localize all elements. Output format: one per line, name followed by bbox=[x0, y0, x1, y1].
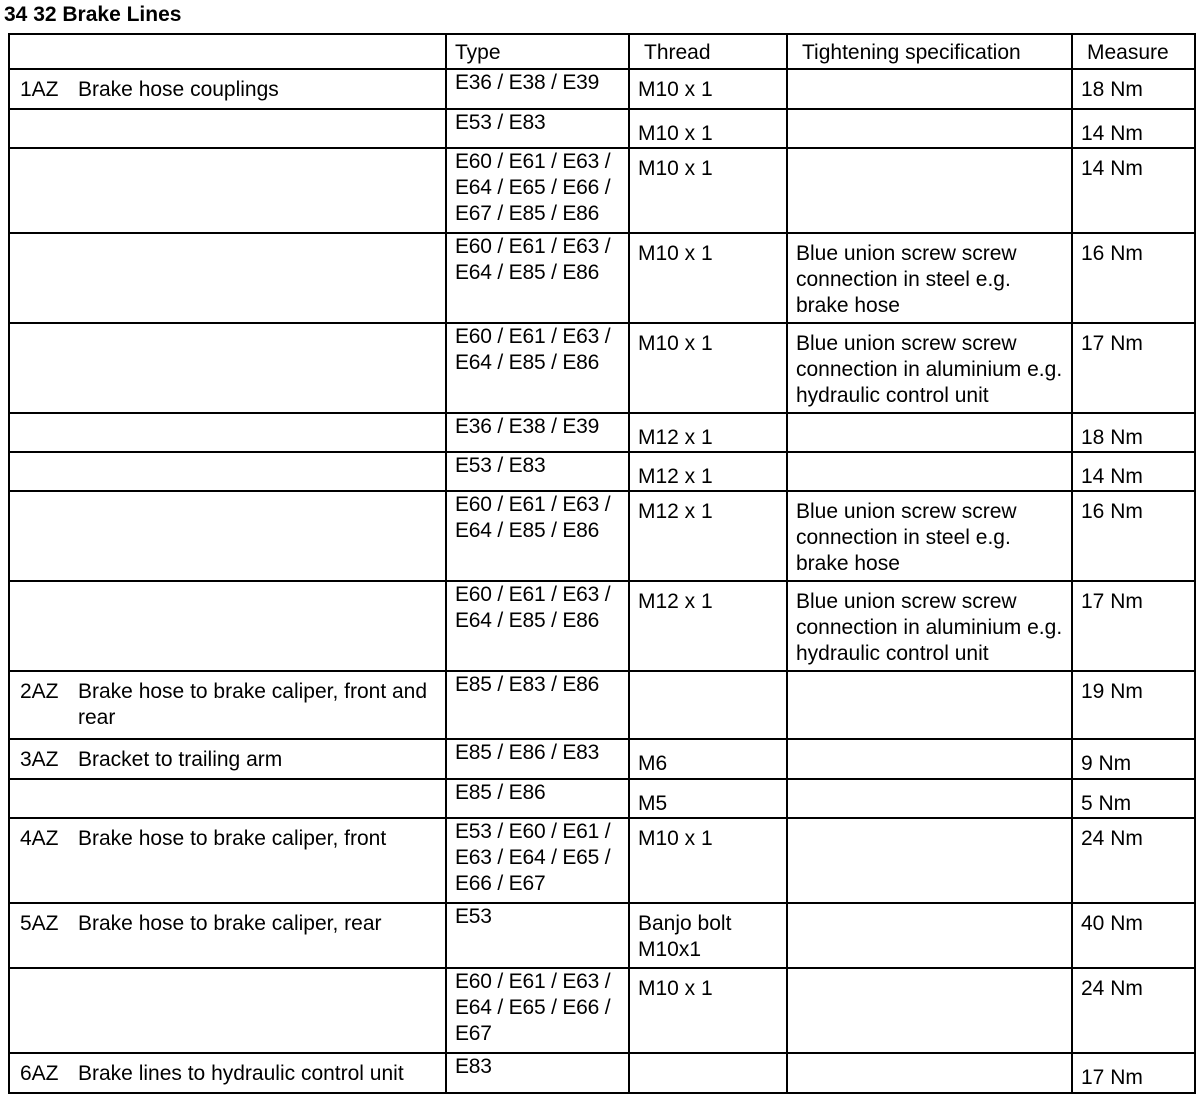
type-cell: E53 bbox=[446, 903, 629, 968]
component-cell bbox=[9, 233, 446, 323]
spec-cell bbox=[787, 1053, 1072, 1093]
header-thread: Thread bbox=[629, 34, 787, 69]
type-cell: E85 / E86 / E83 bbox=[446, 739, 629, 779]
spec-cell: Blue union screw screw connection in aluminium e.g. hydraulic control unit bbox=[787, 581, 1072, 671]
type-cell: E60 / E61 / E63 / E64 / E85 / E86 bbox=[446, 581, 629, 671]
spec-cell bbox=[787, 452, 1072, 491]
table-row bbox=[9, 1053, 1195, 1093]
component-cell bbox=[9, 903, 446, 968]
measure-cell: 40 Nm bbox=[1072, 903, 1195, 968]
table-row bbox=[9, 779, 1195, 818]
header-measure: Measure bbox=[1072, 34, 1195, 69]
brake-lines-table bbox=[8, 33, 1196, 1094]
thread-cell: M12 x 1 bbox=[629, 491, 787, 581]
thread-cell bbox=[629, 1053, 787, 1093]
type-cell: E53 / E83 bbox=[446, 452, 629, 491]
thread-cell: M10 x 1 bbox=[629, 109, 787, 148]
component-cell bbox=[9, 779, 446, 818]
component-cell bbox=[9, 323, 446, 413]
table-row bbox=[9, 581, 1195, 671]
component-description: Brake hose couplings bbox=[78, 78, 279, 101]
table-row bbox=[9, 69, 1195, 109]
spec-cell bbox=[787, 903, 1072, 968]
component-cell bbox=[9, 491, 446, 581]
table-row bbox=[9, 413, 1195, 452]
measure-cell: 14 Nm bbox=[1072, 148, 1195, 233]
thread-cell: M12 x 1 bbox=[629, 581, 787, 671]
type-cell: E60 / E61 / E63 / E64 / E65 / E66 / E67 / E85 / E86 bbox=[446, 148, 629, 233]
table-row bbox=[9, 818, 1195, 903]
type-cell: E53 / E83 bbox=[446, 109, 629, 148]
table-row bbox=[9, 109, 1195, 148]
type-cell: E53 / E60 / E61 / E63 / E64 / E65 / E66 / E67 bbox=[446, 818, 629, 903]
component-cell bbox=[9, 818, 446, 903]
component-code: 6AZ bbox=[20, 1062, 59, 1085]
component-description: Brake hose to brake caliper, front and rear bbox=[78, 680, 428, 729]
thread-cell: M10 x 1 bbox=[629, 818, 787, 903]
measure-cell: 19 Nm bbox=[1072, 671, 1195, 739]
spec-cell bbox=[787, 69, 1072, 109]
thread-cell bbox=[629, 671, 787, 739]
component-cell bbox=[9, 452, 446, 491]
component-code: 3AZ bbox=[20, 748, 59, 771]
component-description: Bracket to trailing arm bbox=[78, 748, 283, 771]
table-row bbox=[9, 968, 1195, 1053]
table-row bbox=[9, 491, 1195, 581]
component-cell bbox=[9, 968, 446, 1053]
spec-cell: Blue union screw screw connection in steel e.g. brake hose bbox=[787, 233, 1072, 323]
component-description: Brake lines to hydraulic control unit bbox=[78, 1062, 404, 1085]
thread-cell: M6 bbox=[629, 739, 787, 779]
spec-cell bbox=[787, 739, 1072, 779]
spec-cell bbox=[787, 818, 1072, 903]
component-code: 4AZ bbox=[20, 827, 59, 850]
component-cell bbox=[9, 739, 446, 779]
type-cell: E60 / E61 / E63 / E64 / E85 / E86 bbox=[446, 491, 629, 581]
thread-cell: Banjo bolt M10x1 bbox=[629, 903, 787, 968]
thread-cell: M10 x 1 bbox=[629, 968, 787, 1053]
spec-cell: Blue union screw screw connection in steel e.g. brake hose bbox=[787, 491, 1072, 581]
measure-cell: 17 Nm bbox=[1072, 581, 1195, 671]
page-title: 34 32 Brake Lines bbox=[4, 3, 182, 26]
thread-cell: M10 x 1 bbox=[629, 148, 787, 233]
measure-cell: 24 Nm bbox=[1072, 818, 1195, 903]
measure-cell: 18 Nm bbox=[1072, 413, 1195, 452]
component-cell bbox=[9, 413, 446, 452]
table-header-row bbox=[9, 34, 1195, 69]
component-cell bbox=[9, 1053, 446, 1093]
header-component bbox=[9, 34, 446, 69]
measure-cell: 24 Nm bbox=[1072, 968, 1195, 1053]
type-cell: E36 / E38 / E39 bbox=[446, 413, 629, 452]
table-row bbox=[9, 323, 1195, 413]
measure-cell: 14 Nm bbox=[1072, 109, 1195, 148]
spec-cell bbox=[787, 968, 1072, 1053]
component-description: Brake hose to brake caliper, front bbox=[78, 827, 387, 850]
type-cell: E60 / E61 / E63 / E64 / E85 / E86 bbox=[446, 323, 629, 413]
component-description: Brake hose to brake caliper, rear bbox=[78, 912, 382, 935]
component-cell bbox=[9, 671, 446, 739]
table-row bbox=[9, 452, 1195, 491]
thread-cell: M5 bbox=[629, 779, 787, 818]
type-cell: E83 bbox=[446, 1053, 629, 1093]
measure-cell: 14 Nm bbox=[1072, 452, 1195, 491]
spec-cell bbox=[787, 779, 1072, 818]
component-cell bbox=[9, 109, 446, 148]
component-cell bbox=[9, 148, 446, 233]
component-code: 5AZ bbox=[20, 912, 59, 935]
measure-cell: 17 Nm bbox=[1072, 323, 1195, 413]
thread-cell: M10 x 1 bbox=[629, 233, 787, 323]
table-row bbox=[9, 148, 1195, 233]
type-cell: E60 / E61 / E63 / E64 / E85 / E86 bbox=[446, 233, 629, 323]
thread-cell: M10 x 1 bbox=[629, 323, 787, 413]
type-cell: E36 / E38 / E39 bbox=[446, 69, 629, 109]
thread-cell: M12 x 1 bbox=[629, 452, 787, 491]
type-cell: E60 / E61 / E63 / E64 / E65 / E66 / E67 bbox=[446, 968, 629, 1053]
component-code: 2AZ bbox=[20, 680, 59, 703]
component-code: 1AZ bbox=[20, 78, 59, 101]
measure-cell: 16 Nm bbox=[1072, 491, 1195, 581]
table-row bbox=[9, 903, 1195, 968]
thread-cell: M10 x 1 bbox=[629, 69, 787, 109]
spec-cell bbox=[787, 671, 1072, 739]
measure-cell: 18 Nm bbox=[1072, 69, 1195, 109]
measure-cell: 17 Nm bbox=[1072, 1053, 1195, 1093]
measure-cell: 9 Nm bbox=[1072, 739, 1195, 779]
header-type: Type bbox=[446, 34, 629, 69]
type-cell: E85 / E86 bbox=[446, 779, 629, 818]
header-spec: Tightening specification bbox=[787, 34, 1072, 69]
spec-cell bbox=[787, 413, 1072, 452]
table-row bbox=[9, 233, 1195, 323]
table-row bbox=[9, 739, 1195, 779]
spec-cell bbox=[787, 109, 1072, 148]
spec-cell bbox=[787, 148, 1072, 233]
spec-cell: Blue union screw screw connection in aluminium e.g. hydraulic control unit bbox=[787, 323, 1072, 413]
thread-cell: M12 x 1 bbox=[629, 413, 787, 452]
measure-cell: 16 Nm bbox=[1072, 233, 1195, 323]
measure-cell: 5 Nm bbox=[1072, 779, 1195, 818]
component-cell bbox=[9, 69, 446, 109]
type-cell: E85 / E83 / E86 bbox=[446, 671, 629, 739]
table-row bbox=[9, 671, 1195, 739]
component-cell bbox=[9, 581, 446, 671]
